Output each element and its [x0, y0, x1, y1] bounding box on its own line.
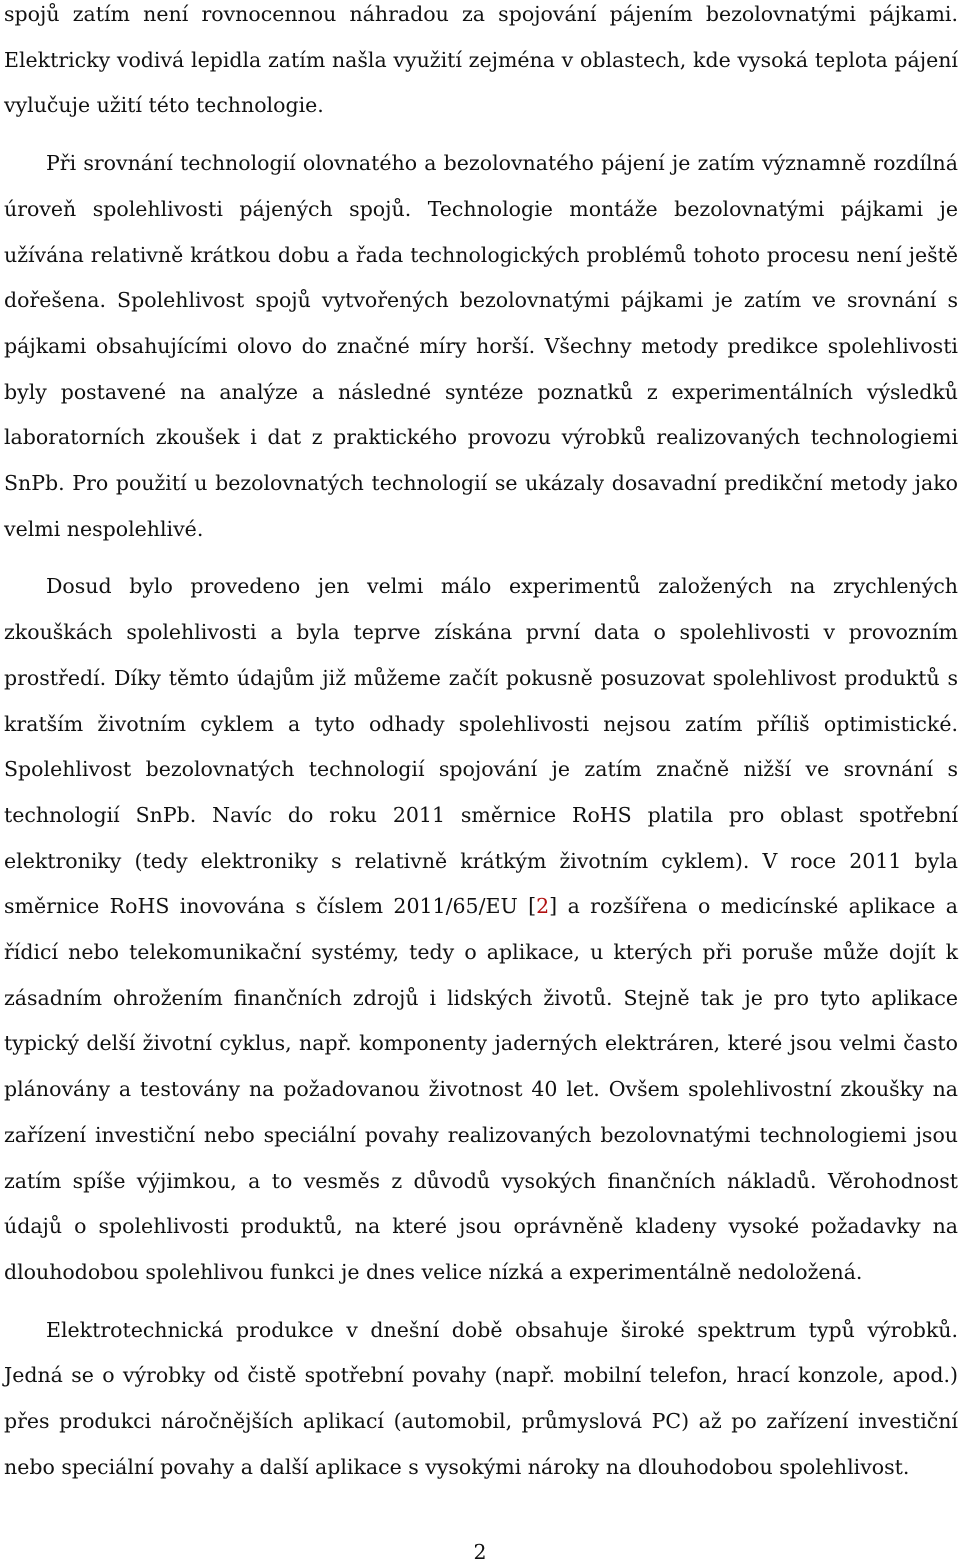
document-page: [4, 0, 958, 1491]
paragraph-experiments-text-start: Dosud bylo provedeno jen velmi málo experimentů založených na zrychlených zkouškách spolehlivosti a byla teprve získána první data o spolehlivosti v provozním prostředí. Díky těmto údajům již můžeme začít pokusně posuzovat spolehlivost produktů s kratším životním cyklem a tyto odhady spolehlivosti nejsou zatím příliš optimistické. Spolehlivost bezolovnatých technologií spojování je zatím značně nižší ve srovnání s technologií SnPb. Navíc do roku 2011 směrnice RoHS platila pro oblast spotřební elektroniky (tedy elektroniky s relativně krátkým životním cyklem). V roce 2011 byla směrnice RoHS inovována s číslem 2011/65/EU [: [4, 574, 958, 919]
paragraph-experiments-text-end: ] a rozšířena o medicínské aplikace a řídicí nebo telekomunikační systémy, tedy o aplikace, u kterých při poruše může dojít k zásadním ohrožením finančních zdrojů i lidských životů. Stejně tak je pro tyto aplikace typický delší životní cyklus, např. komponenty jaderných elektráren, které jsou velmi často plánovány a testovány na požadovanou životnost 40 let. Ovšem spolehlivostní zkoušky na zařízení investiční nebo speciální povahy realizovaných bezolovnatými technologiemi jsou zatím spíše výjimkou, a to vesměs z důvodů vysokých finančních nákladů. Věrohodnost údajů o spolehlivosti produktů, na které jsou oprávněně kladeny vysoké požadavky na dlouhodobou spolehlivou funkci je dnes velice nízká a experimentálně nedoložená.: [4, 894, 958, 1284]
paragraph-experiments: [4, 564, 958, 1295]
paragraph-reliability-comparison: Při srovnání technologií olovnatého a bezolovnatého pájení je zatím významně rozdílná úroveň spolehlivosti pájených spojů. Technologie montáže bezolovnatými pájkami je užívána relativně krátkou dobu a řada technologických problémů tohoto procesu není ještě dořešena. Spolehlivost spojů vytvořených bezolovnatými pájkami je zatím ve srovnání s pájkami obsahujícími olovo do značné míry horší. Všechny metody predikce spolehlivosti byly postavené na analýze a následné syntéze poznatků z experimentálních výsledků laboratorních zkoušek i dat z praktického provozu výrobků realizovaných technologiemi SnPb. Pro použití u bezolovnatých technologií se ukázaly dosavadní predikční metody jako velmi nespolehlivé.: [4, 151, 958, 541]
paragraph-product-spectrum: Elektrotechnická produkce v dnešní době obsahuje široké spektrum typů výrobků. Jedná se o výrobky od čistě spotřební povahy (např. mobilní telefon, hrací konzole, apod.) přes produkci náročnějších aplikací (automobil, průmyslová PC) až po zařízení investiční nebo speciální povahy a další aplikace s vysokými nároky na dlouhodobou spolehlivost.: [4, 1317, 958, 1479]
page-number: 2: [473, 1540, 487, 1564]
citation-link[interactable]: 2: [536, 894, 550, 919]
paragraph-continuation: spojů zatím není rovnocennou náhradou za spojování pájením bezolovnatými pájkami. Elektricky vodivá lepidla zatím našla využití zejména v oblastech, kde vysoká teplota pájení vylučuje užití této technologie.: [4, 2, 958, 118]
